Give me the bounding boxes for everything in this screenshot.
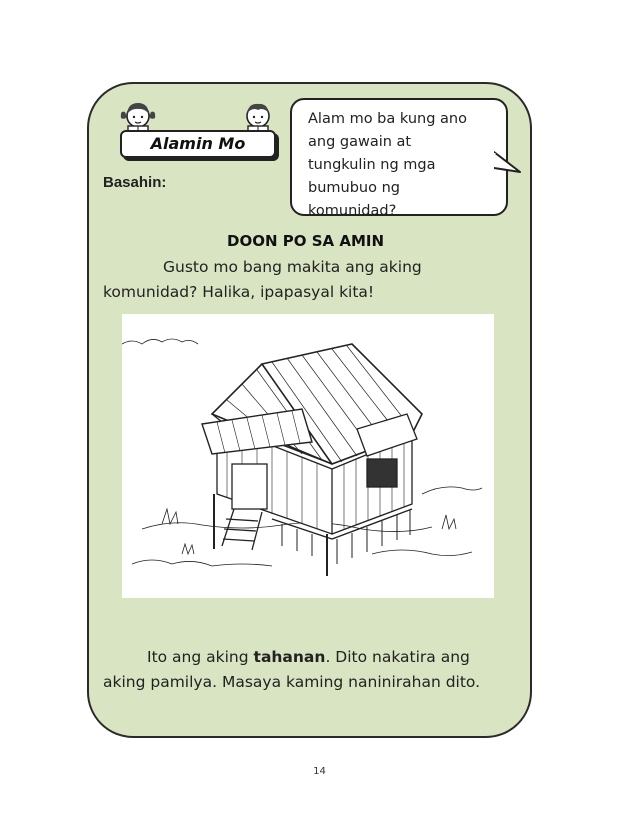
badge-label: Alamin Mo <box>150 134 246 153</box>
paragraph-home-pre: Ito ang aking <box>147 648 254 666</box>
paragraph-intro <box>103 255 422 305</box>
speech-bubble <box>290 98 508 219</box>
speech-bubble-text: Alam mo ba kung ano ang gawain at tungkulin ng mga bumubuo ng komunidad? <box>308 111 467 219</box>
paragraph-intro-line1: Gusto mo bang makita ang aking <box>163 258 422 276</box>
paragraph-home <box>103 645 480 695</box>
paragraph-home-line2: aking pamilya. Masaya kaming naninirahan dito. <box>103 673 481 691</box>
nipa-hut-illustration <box>122 314 494 598</box>
paragraph-home-post: . Dito nakatira ang <box>325 648 470 666</box>
paragraph-intro-line2: komunidad? Halika, ipapasyal kita! <box>103 283 375 301</box>
story-title: DOON PO SA AMIN <box>227 232 385 250</box>
keyword-tahanan: tahanan <box>253 648 326 666</box>
badge-plate <box>120 130 276 158</box>
paragraph-home-line1 <box>103 645 480 670</box>
speech-bubble-tail-icon <box>494 150 524 180</box>
nipa-hut-icon <box>122 314 494 598</box>
page-number: 14 <box>313 766 326 777</box>
alamin-mo-badge <box>112 98 284 162</box>
instruction-label: Basahin: <box>103 174 167 191</box>
